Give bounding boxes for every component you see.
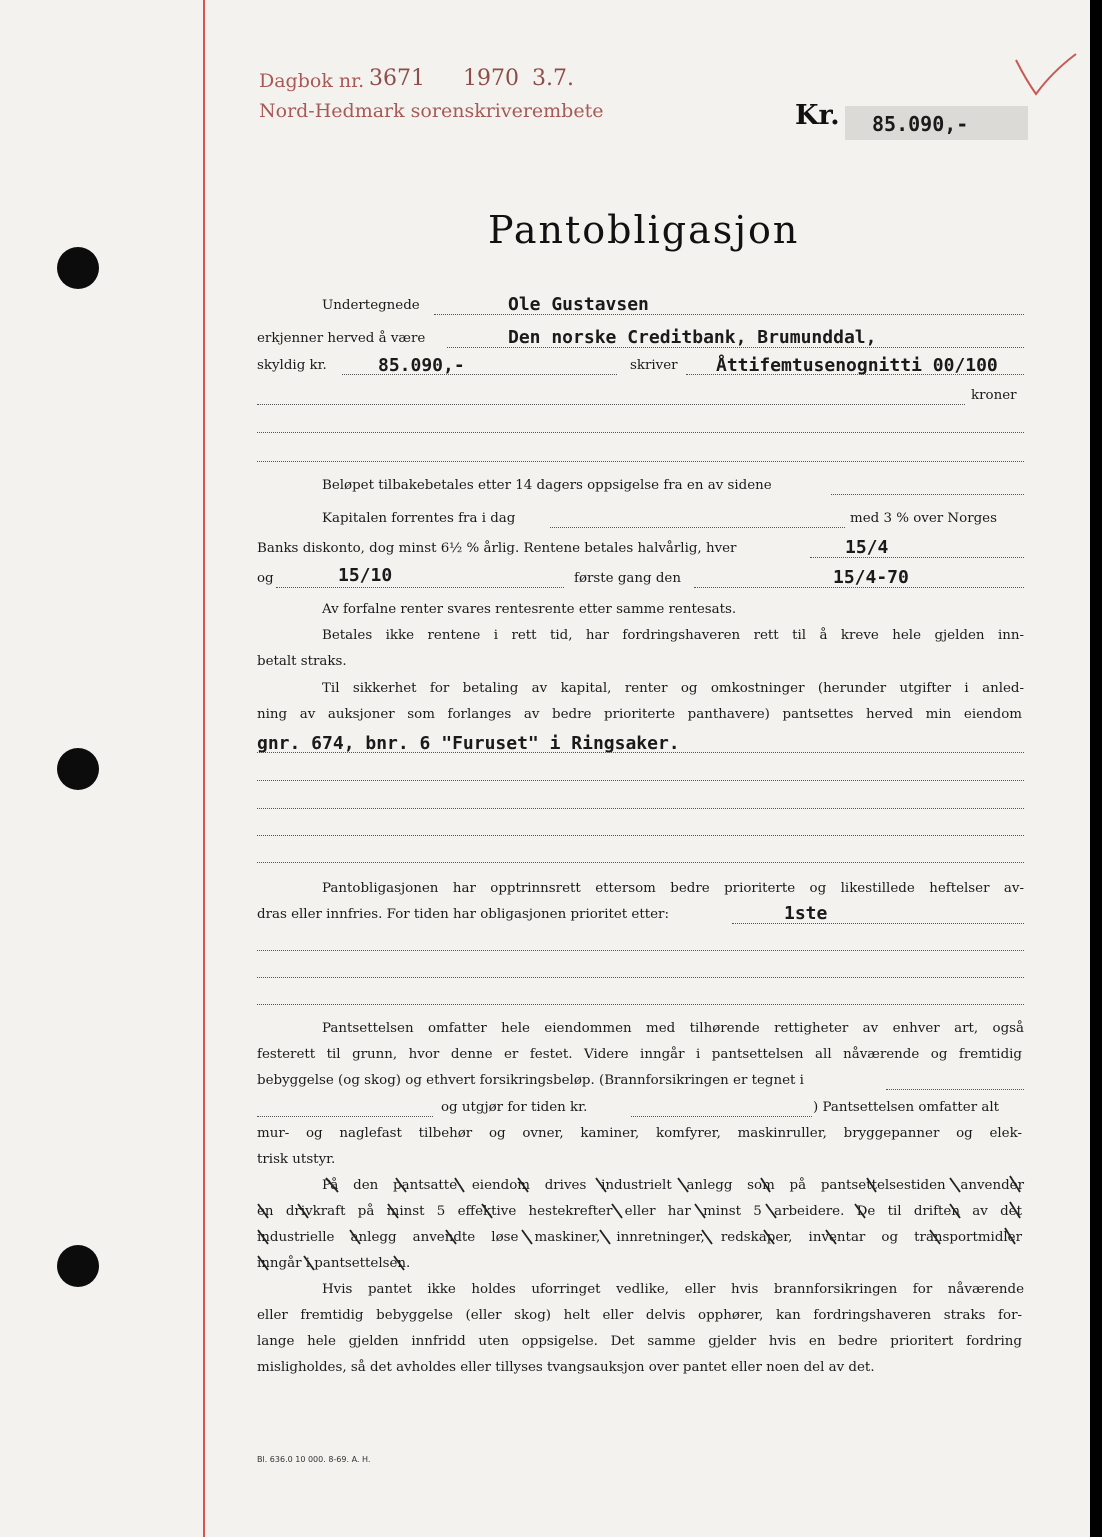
punch-hole xyxy=(57,748,99,790)
priority-text-2: dras eller innfries. For tiden har obligasjonen prioritet etter: xyxy=(257,907,669,922)
page-title: Pantobligasjon xyxy=(488,208,800,252)
punch-hole xyxy=(57,247,99,289)
undertegnede-label: Undertegnede xyxy=(322,298,420,313)
repayment-text: Beløpet tilbakebetales etter 14 dagers oppsigelse fra en av sidene xyxy=(322,478,772,493)
fill-line xyxy=(631,1116,812,1117)
scope-text-1: Pantsettelsen omfatter hele eiendommen med tilhørende rettigheter av enhver art, også xyxy=(322,1021,1024,1036)
undertegnede-value: Ole Gustavsen xyxy=(508,294,649,315)
skriver-value: Åttifemtusenognitti 00/100 xyxy=(716,355,998,376)
unpaid-interest-text: Betales ikke rentene i rett tid, har fordringshaveren rett til å kreve hele gjelden inn- xyxy=(322,628,1024,643)
kr-amount: 85.090,- xyxy=(872,112,969,136)
skriver-label: skriver xyxy=(630,358,678,373)
kr-label: Kr. xyxy=(795,100,840,131)
scope-text-5: mur- og naglefast tilbehør og ovner, kaminer, komfyrer, maskinruller, bryggepanner og elek- xyxy=(257,1126,1022,1141)
erkjenner-value: Den norske Creditbank, Brumunddal, xyxy=(508,327,877,348)
maintenance-text-3: lange hele gjelden innfridd uten oppsigelse. Det samme gjelder hvis en bedre prioritert fordring xyxy=(257,1334,1022,1349)
interest-from-text: Kapitalen forrentes fra i dag xyxy=(322,511,516,526)
fill-line xyxy=(257,835,1024,836)
fill-line xyxy=(257,1116,433,1117)
maintenance-text-2: eller fremtidig bebyggelse (eller skog) helt eller delvis opphører, kan fordringshaveren straks for- xyxy=(257,1308,1022,1323)
interest-date-1: 15/4 xyxy=(845,537,889,558)
skyldig-value: 85.090,- xyxy=(378,355,465,376)
fill-line xyxy=(257,404,965,405)
erkjenner-label: erkjenner herved å være xyxy=(257,331,426,346)
dagbok-number: 3671 xyxy=(369,66,425,91)
fill-line xyxy=(257,862,1024,863)
fill-line xyxy=(257,1004,1024,1005)
maintenance-text-1: Hvis pantet ikke holdes uforringet vedlike, eller hvis brannforsikringen for nåværende xyxy=(322,1282,1024,1297)
fill-line xyxy=(886,1089,1024,1090)
fill-line xyxy=(831,494,1024,495)
scope-text-4a: og utgjør for tiden kr. xyxy=(441,1100,588,1115)
fill-line xyxy=(257,780,1024,781)
strike-through-marks xyxy=(250,1170,1040,1280)
scope-text-6: trisk utstyr. xyxy=(257,1152,336,1167)
fill-line xyxy=(257,977,1024,978)
fill-line xyxy=(257,461,1024,462)
discount-text: Banks diskonto, dog minst 6½ % årlig. Rentene betales halvårlig, hver xyxy=(257,541,737,556)
skyldig-label: skyldig kr. xyxy=(257,358,327,373)
security-text-1: Til sikkerhet for betaling av kapital, renter og omkostninger (herunder utgifter i anled- xyxy=(322,681,1024,696)
overdue-interest-text: Av forfalne renter svares rentesrente etter samme rentesats. xyxy=(322,602,737,617)
interest-rate-text: med 3 % over Norges xyxy=(850,511,997,526)
priority-value: 1ste xyxy=(784,903,828,924)
kroner-label: kroner xyxy=(971,388,1017,403)
office-name: Nord-Hedmark sorenskriverembete xyxy=(259,100,604,122)
scope-text-2: festerett til grunn, hvor denne er festet. Videre inngår i pantsettelsen all nåværende og fremtidig xyxy=(257,1047,1022,1062)
fill-line xyxy=(550,527,845,528)
industry-text-2: en drivkraft på minst 5 effektive hestekrefter eller har minst 5 arbeidere. De til driften av det xyxy=(257,1204,1022,1219)
punch-hole xyxy=(57,1245,99,1287)
fill-line xyxy=(276,587,564,588)
industry-text-1: På den pantsatte eiendom drives industrielt anlegg som på pantsettelsestiden anvender xyxy=(322,1178,1024,1193)
maintenance-text-4: misligholdes, så det avholdes eller tillyses tvangsauksjon over pantet eller noen del av det. xyxy=(257,1360,875,1375)
fill-line xyxy=(257,808,1024,809)
first-time-text: første gang den xyxy=(574,571,681,586)
dagbok-date: 3.7. xyxy=(532,66,574,91)
industry-text-3: industrielle anlegg anvendte løse maskiner, innretninger, redskaper, inventar og transportmidler xyxy=(257,1230,1022,1245)
fill-line xyxy=(732,923,1024,924)
fill-line xyxy=(257,432,1024,433)
interest-date-2: 15/10 xyxy=(338,565,393,586)
first-payment-date: 15/4-70 xyxy=(833,567,909,588)
margin-line xyxy=(203,0,205,1537)
paid-immediately-text: betalt straks. xyxy=(257,654,347,669)
industry-text-4: inngår i pantsettelsen. xyxy=(257,1256,411,1271)
scope-text-3: bebyggelse (og skog) og ethvert forsikringsbeløp. (Brannforsikringen er tegnet i xyxy=(257,1073,804,1088)
fill-line xyxy=(810,557,1024,558)
print-code: Bl. 636.0 10 000. 8-69. A. H. xyxy=(257,1455,371,1464)
security-text-2: ning av auksjoner som forlanges av bedre prioriterte panthavere) pantsettes herved min eiendom xyxy=(257,707,1022,722)
priority-text-1: Pantobligasjonen har opptrinnsrett ettersom bedre prioriterte og likestillede heftelser av- xyxy=(322,881,1024,896)
scope-text-4b: ) Pantsettelsen omfatter alt xyxy=(813,1100,1000,1115)
dagbok-year: 1970 xyxy=(463,66,519,91)
fill-line xyxy=(257,752,1024,753)
og-text: og xyxy=(257,571,274,586)
check-mark-icon xyxy=(1012,50,1082,100)
dagbok-label: Dagbok nr. xyxy=(259,70,365,92)
property-value: gnr. 674, bnr. 6 "Furuset" i Ringsaker. xyxy=(257,733,680,754)
fill-line xyxy=(257,950,1024,951)
